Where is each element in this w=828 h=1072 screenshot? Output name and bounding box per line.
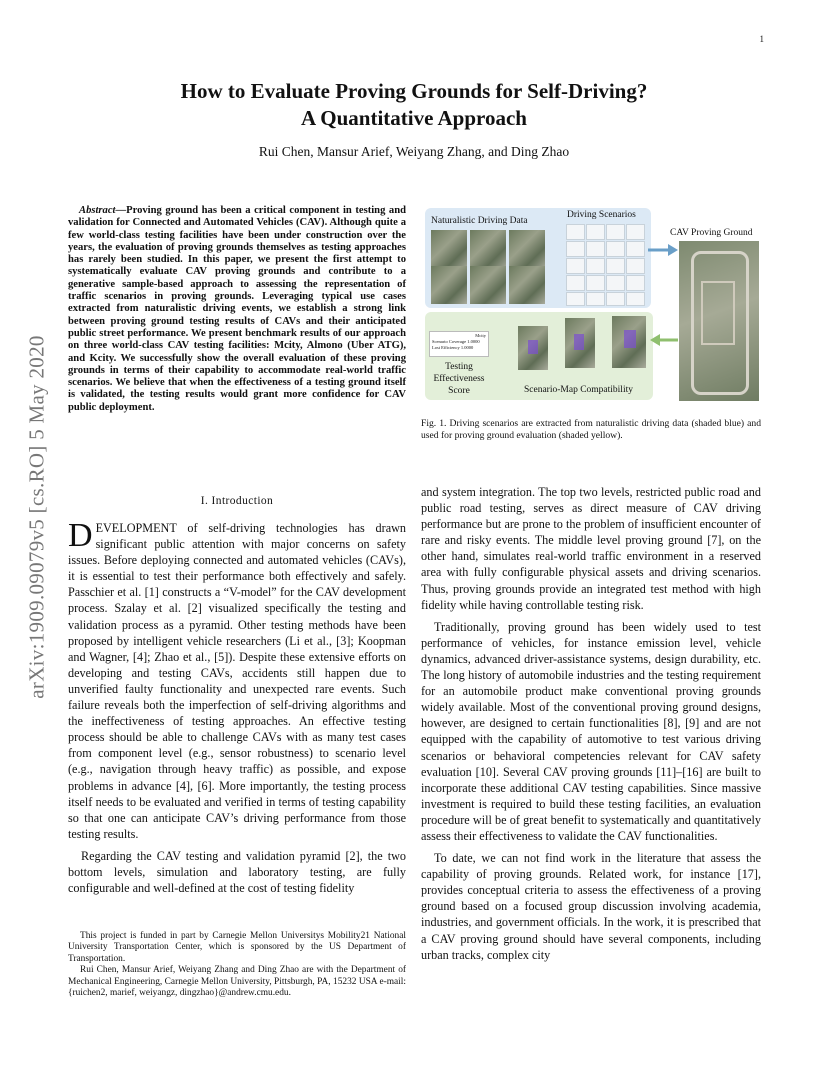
footnote-affiliation: Rui Chen, Mansur Arief, Weiyang Zhang and Ding Zhao are with the Department of Mechanical Engineering, Carnegie Mellon University, Pittsburgh, PA, 15232 USA e-mail: {ruichen2, marief, weiyangz, dingzhao}@andrew.cmu.edu. bbox=[68, 965, 406, 999]
fig-score-table bbox=[429, 331, 489, 357]
right-paragraph-2: Traditionally, proving ground has been widely used to test performance of vehicles, for instance emission level, vehicle dynamics, advanced driver-assistance systems, design durability, etc. The long history of automobile industries and the testing requirement for an automobile product make conventional proving grounds widely available. Most of the conventional proving ground designs, however, are designed to certain functionalities [8], [9] and are not equipped with the capability of automotive to test various driving scenarios or behavioral competencies relevant for CAV safety evaluation [10]. Several CAV proving grounds [11]–[16] are built to incorporate these additional CAV testing capabilities. Since massive investment is required to build these testing facilities, an evaluation procedure will be of great benefit to systematically and quantitatively assess their effectiveness to validate the CAV functionalities. bbox=[421, 619, 761, 843]
fig-overlay-3 bbox=[624, 330, 636, 348]
fig-overlay-2 bbox=[574, 334, 584, 350]
author-list: Rui Chen, Mansur Arief, Weiyang Zhang, and Ding Zhao bbox=[258, 144, 570, 159]
drop-cap: D bbox=[68, 517, 93, 554]
fig-aerial-photo-6 bbox=[509, 266, 545, 304]
left-column-body bbox=[68, 517, 406, 902]
page-number: 1 bbox=[759, 34, 764, 44]
fig-aerial-photo-5 bbox=[470, 266, 506, 304]
footnote-funding: This project is funded in part by Carnegie Mellon Universitys Mobility21 National University Transportation Center, which is sponsored by the US Department of Transportation. bbox=[68, 931, 406, 964]
abstract bbox=[68, 205, 406, 414]
title-line-1: How to Evaluate Proving Grounds for Self-Driving? bbox=[180, 79, 648, 103]
abstract-label: Abstract bbox=[79, 205, 116, 216]
fig-label-compat: Scenario-Map Compatibility bbox=[524, 385, 633, 395]
fig-score-row-2: Lost Efficiency 1.0000 bbox=[432, 345, 474, 350]
fig-proving-ground-map bbox=[679, 241, 759, 401]
fig-aerial-photo-4 bbox=[431, 266, 467, 304]
intro-paragraph-1: DEVELOPMENT of self-driving technologies has drawn significant public attention with major concerns on safety issues. Before deploying connected and automated vehicles (CAVs), it is essential to test their performance both effectively and safely. Passchier et al. [1] constructs a “V-model” for the CAV development process. Szalay et al. [2] visualized specifically the testing and validation process as a pyramid. Other testing methods have been proposed by intelligent vehicle researchers (Li et al., [3]; Koopman and Wagner, [4]; Zhao et al., [5]). Despite these extensive efforts on developing and testing CAVs, accidents still happen due to unverified faulty functionality and unexpected rare events. Such failure reveals both the imperfection of self-driving algorithms and the ineffectiveness of testing approaches. An effective testing process should be able to challenge CAVs with as many test cases from component level (e.g., sensor robustness) to scenario level (e.g., navigation through heavy traffic) as possible, and expose problems in advance [4], [6]. More importantly, the testing process itself needs to be evaluated and verified in terms of testing capability so that one can anticipate CAV’s driving performance from those testing results. bbox=[68, 517, 406, 841]
abstract-text: —Proving ground has been a critical component in testing and validation for Connected and Automated Vehicles (CAV). Although quite a few world-class testing facilities have been under construction over the years, the evaluation of proving grounds themselves as testing approaches has rarely been studied. In this paper, we present the first attempt to systematically evaluate CAV proving grounds and contribute to a generative sample-based approach to assessing the representation of traffic scenarios in proving grounds. Leveraging typical use cases extracted from naturalistic driving events, we establish a strong link between proving ground testing results of CAVs and their anticipated public street performance. We present benchmark results of our approach on three world-class CAV testing facilities: Mcity, Almono (Uber ATG), and Kcity. We successfully show the overall evaluation of these proving grounds in terms of their capability to accommodate real-world traffic scenarios. We believe that when the effectiveness of a testing ground itself is validated, the testing results would grant more confidence for CAV public deployment. bbox=[68, 205, 406, 413]
fig-label-naturalistic: Naturalistic Driving Data bbox=[431, 216, 528, 226]
fig-aerial-photo-3 bbox=[509, 230, 545, 270]
fig-label-proving-ground: CAV Proving Ground bbox=[670, 228, 753, 238]
fig-overlay-1 bbox=[528, 340, 538, 354]
figure-caption: Fig. 1. Driving scenarios are extracted from naturalistic driving data (shaded blue) and used for proving ground evaluation (shaded yellow). bbox=[421, 418, 761, 441]
section-heading-introduction: I. Introduction bbox=[200, 495, 274, 507]
arxiv-sidebar-identifier bbox=[22, 282, 52, 752]
fig-scenario-grid bbox=[566, 224, 646, 306]
right-column-body bbox=[421, 484, 761, 969]
right-paragraph-3: To date, we can not find work in the literature that assess the capability of proving grounds. Related work, for instance [17], provides conceptual criteria to assess the effectiveness of a proving ground based on a focused group discussion involving academia, industries, and government officials. In the work, it is prescribed that a CAV proving ground should have several components, including urban tracks, complex city bbox=[421, 851, 761, 962]
fig-aerial-photo-2 bbox=[470, 230, 506, 270]
intro-paragraph-2: Regarding the CAV testing and validation pyramid [2], the two bottom levels, simulation and laboratory testing, are fully configurable and well-defined at the cost of testing fidelity bbox=[68, 848, 406, 896]
paper-title bbox=[0, 78, 828, 132]
right-paragraph-1: and system integration. The top two levels, restricted public road and public road testing, serves as direct measure of CAV driving performance but are prone to the problem of insufficient encounter of rare and risky events. The middle level proving ground [7], on the other hand, simulates real-world traffic environment in a reserved area with fully configurable physical assets and driving scenarios. Thus, proving grounds provide an integrated test method with high fidelity while having controllable testing risk. bbox=[421, 485, 761, 612]
fig-score-row-1: Scenario Coverage 1.0000 bbox=[432, 339, 480, 344]
title-line-2: A Quantitative Approach bbox=[301, 106, 527, 130]
fig-arrow-from-proving-ground bbox=[648, 330, 680, 350]
fig-arrow-to-proving-ground bbox=[646, 240, 680, 260]
footnote-block bbox=[68, 931, 406, 999]
fig-aerial-photo-1 bbox=[431, 230, 467, 270]
fig-score-table-head: Mcity bbox=[475, 333, 486, 338]
arxiv-id-text: arXiv:1909.09079v5 [cs.RO] 5 May 2020 bbox=[24, 335, 49, 699]
fig-label-testing-effectiveness: Testing Effectiveness Score bbox=[433, 362, 485, 396]
fig-label-scenarios: Driving Scenarios bbox=[567, 210, 636, 220]
